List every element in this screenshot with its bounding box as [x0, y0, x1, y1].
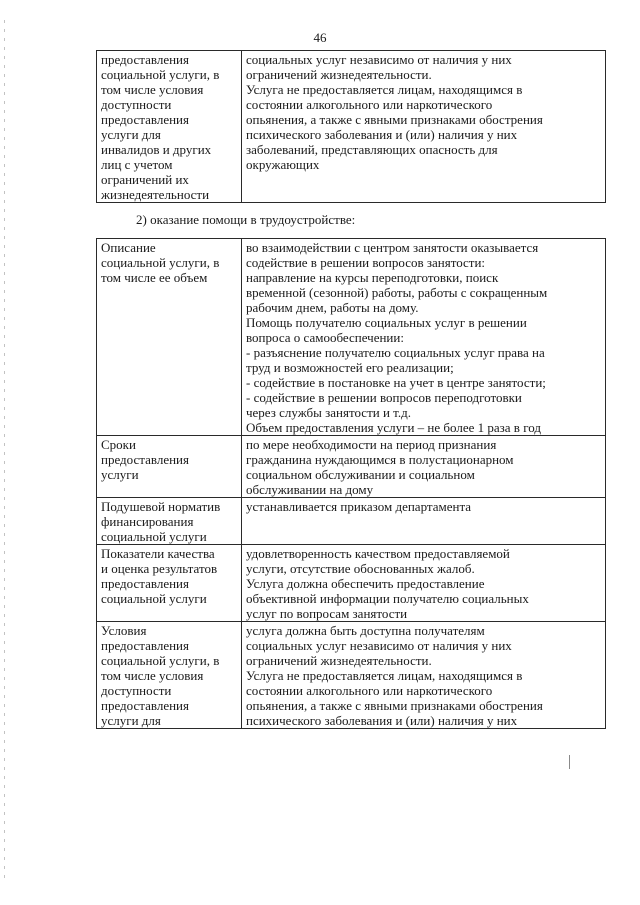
row-label-cell: [97, 545, 242, 622]
row-value-conditions: услуга должна быть доступна получателям социальных услуг независимо от наличия у них ограничений жизнедеятельности. Услуга не предоставляется лицам, находящимся в состоянии алкогольного или наркотического опьянения, а также с явными признаками обострения психического заболевания и (или) наличия у них: [246, 623, 543, 728]
table-row: [97, 51, 606, 203]
table-row: [97, 498, 606, 545]
row-label-conditions: Условия предоставления социальной услуги, в том числе условия доступности предоставления услуги для: [101, 623, 220, 728]
table-row: [97, 436, 606, 498]
scan-mark-artifact: [569, 755, 570, 769]
row-label-cell: [97, 239, 242, 436]
row-label-cell: [97, 51, 242, 203]
section-heading: 2) оказание помощи в трудоустройстве:: [136, 212, 356, 227]
employment-assistance-table: [96, 238, 606, 729]
row-label-funding: Подушевой норматив финансирования социальной услуги: [101, 499, 221, 544]
row-value-cell: [242, 622, 606, 729]
page-number: 46: [313, 30, 327, 45]
table-row: [97, 239, 606, 436]
row-value-cell: [242, 239, 606, 436]
row-value-quality: удовлетворенность качеством предоставляемой услуги, отсутствие обоснованных жалоб. Услуга должна обеспечить предоставление объективной информации получателю социальных услуг по вопросам занятости: [246, 546, 529, 621]
row-label-cell: [97, 436, 242, 498]
row-value-cell: [242, 498, 606, 545]
scan-edge-artifact: [4, 20, 5, 880]
row-value: социальных услуг независимо от наличия у них ограничений жизнедеятельности. Услуга не предоставляется лицам, находящимся в состоянии алкогольного или наркотического опьянения, а также с явными признаками обострения психического заболевания и (или) наличия у них заболеваний, представляющих опасность для окружающих: [246, 52, 543, 172]
row-value-cell: [242, 545, 606, 622]
table-row: [97, 622, 606, 729]
table-row: [97, 545, 606, 622]
row-value-cell: [242, 436, 606, 498]
row-value-cell: [242, 51, 606, 203]
row-value-funding: устанавливается приказом департамента: [246, 499, 472, 514]
row-value-description: во взаимодействии с центром занятости оказывается содействие в решении вопросов занятости: направление на курсы переподготовки, поиск временной (сезонной) работы, работы с сокращенным рабочим днем, работы на дому. Помощь получателю социальных услуг в решении вопроса о самообеспечении: - разъяснение получателю социальных услуг права на труд и возможностей его реализации; - содействие в постановке на учет в центре занятости; - содействие в решении вопросов переподготовки через службы занятости и т.д. Объем предоставления услуги – не более 1 раза в год: [246, 240, 548, 435]
row-label: предоставления социальной услуги, в том числе условия доступности предоставления услуги для инвалидов и других лиц с учетом ограничений их жизнедеятельности: [101, 52, 220, 202]
row-label-cell: [97, 622, 242, 729]
row-label-terms: Сроки предоставления услуги: [101, 437, 189, 482]
row-label-cell: [97, 498, 242, 545]
row-label-description: Описание социальной услуги, в том числе ее объем: [101, 240, 220, 285]
conditions-table-continued: [96, 50, 606, 203]
row-value-terms: по мере необходимости на период признания гражданина нуждающимся в полустационарном социальном обслуживании и социальном обслуживании на дому: [246, 437, 514, 497]
row-label-quality: Показатели качества и оценка результатов предоставления социальной услуги: [101, 546, 218, 606]
